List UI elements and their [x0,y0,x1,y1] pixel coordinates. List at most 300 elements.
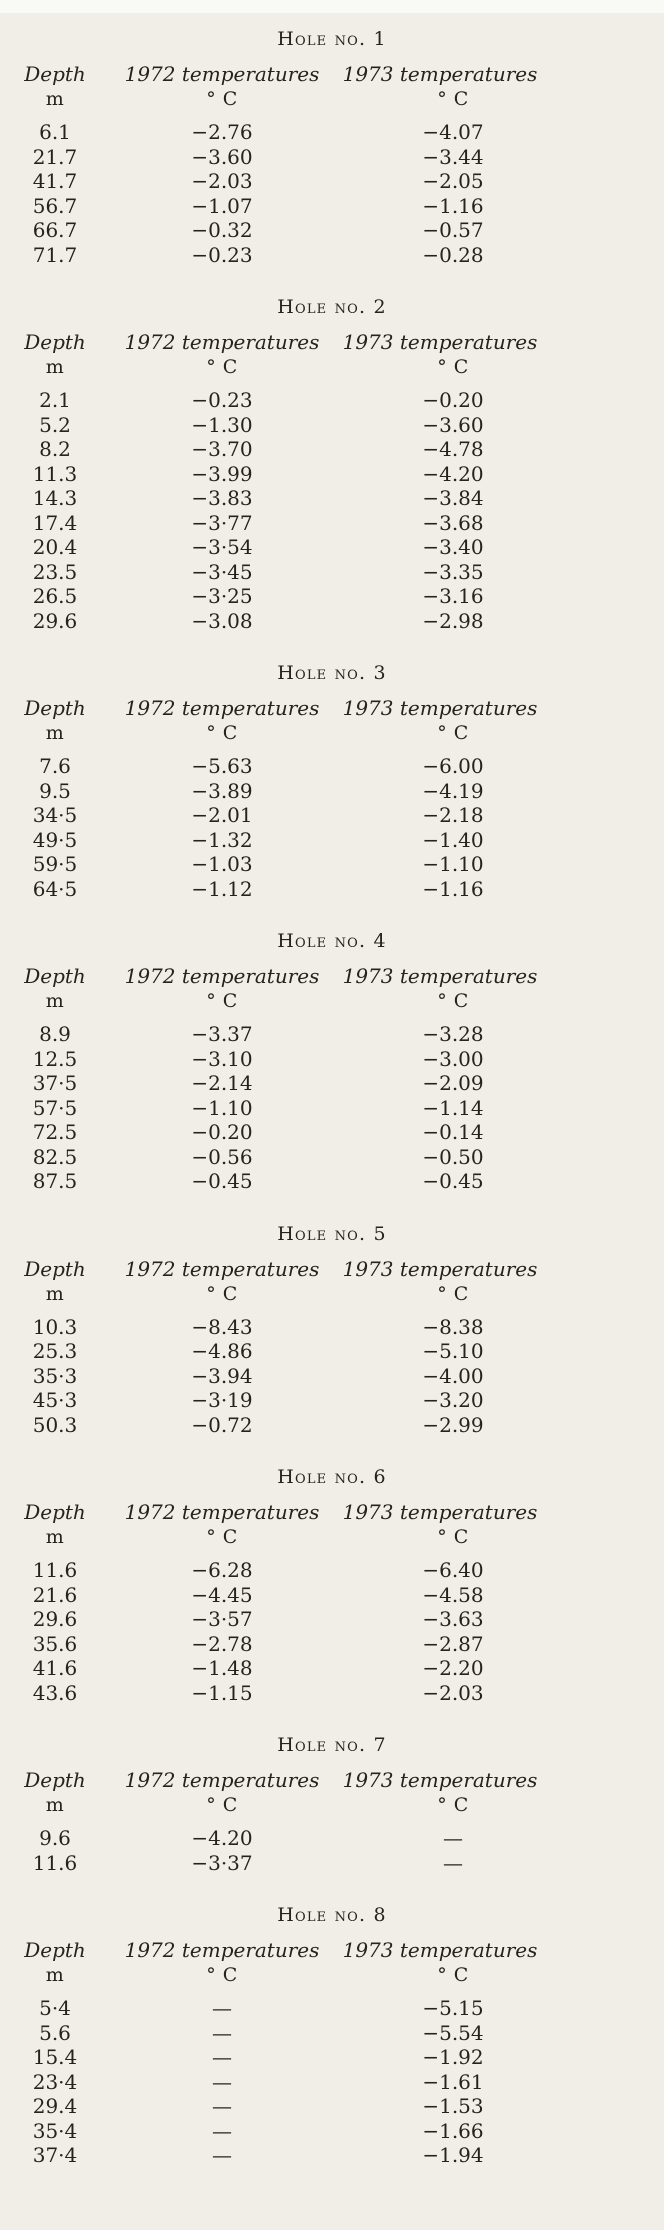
depth-cell: 82.5 [32,1144,78,1169]
temps-1973-column-header [334,1256,572,1307]
table-body [0,754,664,901]
temps-1972-unit-label: ° C [206,356,238,378]
table-row [0,1681,664,1706]
temp-1972-cell: −3·19 [191,1388,253,1412]
hole-tables-container [0,27,664,2168]
table-header-row [0,1767,664,1818]
hole-table-title: Hole no. 7 [277,1734,387,1756]
depth-cell: 6.1 [39,120,71,144]
temp-1973-cell: −0.45 [422,1169,484,1193]
table-row [0,486,664,511]
temp-1972-cell: −1.07 [191,193,253,218]
hole-table [0,1465,664,1705]
temp-1972-cell: −2.78 [191,1631,253,1656]
hole-table [0,1222,664,1438]
depth-unit-label: m [45,722,65,744]
table-row [0,877,664,902]
depth-column-header [0,1256,110,1307]
table-row [0,803,664,828]
depth-label: Depth [24,1938,86,1962]
temps-1973-label: 1973 temperatures [342,1768,538,1792]
depth-label: Depth [24,696,86,720]
depth-unit-label: m [45,1282,65,1305]
temp-1973-cell: −2.99 [422,1412,484,1437]
depth-label: Depth [24,1768,86,1792]
temps-1972-unit-label: ° C [206,722,238,744]
temps-1972-column-header [110,1499,334,1550]
temp-1972-cell: −3.08 [191,608,253,633]
hole-table-title: Hole no. 3 [277,662,387,684]
temps-1972-column-header [110,963,334,1014]
depth-label: Depth [24,964,86,988]
table-row [0,2070,664,2095]
table-body [0,1022,664,1194]
table-body [0,120,664,267]
temp-1972-cell: −2.14 [191,1071,253,1095]
temp-1973-cell: −0.50 [422,1144,484,1169]
table-row [0,852,664,877]
temp-1973-cell: −1.40 [422,827,484,852]
temp-1972-cell: −1.48 [191,1656,253,1680]
temps-1972-label: 1972 temperatures [124,1768,320,1792]
temps-1972-label: 1972 temperatures [124,62,320,86]
temp-1972-cell: −8.43 [191,1314,253,1339]
temp-1972-cell: −0.72 [191,1412,253,1437]
temp-1973-cell: −3.60 [422,412,484,437]
depth-cell: 35·3 [32,1363,78,1388]
depth-cell: 25.3 [32,1339,78,1363]
temp-1972-cell: −1.12 [191,876,253,901]
temp-1973-cell: −3.68 [422,510,484,535]
depth-cell: 11.3 [32,461,78,486]
depth-column-header [0,61,110,112]
temp-1973-cell: −2.18 [422,803,484,827]
temp-1973-cell: −5.15 [422,1996,484,2020]
table-row [0,584,664,609]
temp-1972-cell: −3.37 [191,1022,253,1046]
depth-label: Depth [24,1256,86,1281]
temp-1973-cell: −2.87 [422,1631,484,1656]
temp-1972-cell: −5.63 [191,754,253,778]
temp-1973-cell: −0.20 [422,388,484,412]
hole-table-title: Hole no. 5 [277,1222,387,1245]
temp-1973-cell: −4.78 [422,437,484,461]
temp-1973-cell: −6.00 [422,754,484,778]
temp-1973-cell: −4.00 [422,1363,484,1388]
depth-cell: 11.6 [32,1850,78,1875]
depth-column-header [0,1937,110,1988]
depth-cell: 9.6 [39,1826,71,1850]
table-row [0,194,664,219]
table-body [0,1315,664,1438]
temp-1972-cell: −4.86 [191,1339,253,1363]
temps-1972-label: 1972 temperatures [124,1500,320,1524]
table-header-row [0,1937,664,1988]
depth-column-header [0,695,110,746]
temp-1973-cell: −3.40 [422,535,484,559]
temps-1973-unit-label: ° C [437,1964,469,1986]
table-row [0,243,664,268]
temp-1973-cell: −1.14 [422,1095,484,1120]
table-row [0,1583,664,1608]
depth-cell: 5·4 [39,1996,71,2020]
temp-1972-cell: −3·45 [191,559,253,584]
temp-1973-cell: −1.10 [422,852,484,876]
depth-cell: 8.2 [39,437,71,461]
table-header-row [0,695,664,746]
temp-1972-cell: — [212,2094,232,2118]
temp-1972-cell: −6.28 [191,1558,253,1582]
table-body [0,388,664,633]
temp-1973-cell: −4.07 [422,120,484,144]
temp-1972-cell: −2.03 [191,169,253,193]
hole-table [0,661,664,901]
temp-1973-cell: −1.16 [422,876,484,901]
hole-table-title: Hole no. 8 [277,1904,387,1926]
temp-1972-cell: −0.32 [191,218,253,242]
depth-cell: 41.6 [32,1656,78,1680]
table-row [0,413,664,438]
temp-1972-cell: −2.76 [191,120,253,144]
temp-1972-cell: −3.60 [191,144,253,169]
depth-cell: 23.5 [32,559,78,584]
hole-table [0,295,664,633]
temp-1972-cell: −0.56 [191,1144,253,1169]
table-row [0,1851,664,1876]
temp-1973-cell: — [443,1826,463,1850]
depth-unit-label: m [45,356,65,378]
table-row [0,2021,664,2046]
depth-cell: 21.7 [32,144,78,169]
temps-1972-label: 1972 temperatures [124,696,320,720]
temp-1973-cell: −2.05 [422,169,484,193]
temps-1972-unit-label: ° C [206,1964,238,1986]
table-row [0,828,664,853]
temps-1972-column-header [110,1937,334,1988]
table-row [0,609,664,634]
table-row [0,1339,664,1364]
temps-1973-label: 1973 temperatures [342,62,538,86]
depth-unit-label: m [45,88,65,110]
temps-1973-unit-label: ° C [437,356,469,378]
depth-cell: 12.5 [32,1046,78,1071]
depth-cell: 37·5 [32,1071,78,1095]
temp-1972-cell: −3.70 [191,437,253,461]
temp-1973-cell: −3.44 [422,144,484,169]
depth-cell: 26.5 [32,584,78,608]
table-row [0,1096,664,1121]
table-row [0,462,664,487]
table-row [0,511,664,536]
hole-table [0,27,664,267]
depth-cell: 14.3 [32,486,78,510]
depth-unit-label: m [45,1794,65,1816]
depth-cell: 49·5 [32,827,78,852]
depth-cell: 57·5 [32,1095,78,1120]
temps-1972-label: 1972 temperatures [124,1938,320,1962]
temp-1972-cell: — [212,2143,232,2167]
hole-table-title: Hole no. 6 [277,1466,387,1488]
depth-cell: 59·5 [32,852,78,876]
depth-label: Depth [24,330,86,354]
table-body [0,1826,664,1875]
depth-unit-label: m [45,1526,65,1548]
table-header-row [0,329,664,380]
temp-1973-cell: −1.16 [422,193,484,218]
depth-cell: 29.6 [32,608,78,633]
table-row [0,1558,664,1583]
temp-1972-cell: −3.89 [191,778,253,803]
depth-cell: 20.4 [32,535,78,559]
temp-1972-cell: −1.15 [191,1680,253,1705]
temp-1972-cell: −3.99 [191,461,253,486]
temp-1972-cell: — [212,2118,232,2143]
temp-1973-cell: −4.19 [422,778,484,803]
temps-1973-unit-label: ° C [437,1282,469,1305]
temp-1972-cell: −2.01 [191,803,253,827]
table-row [0,388,664,413]
depth-cell: 9.5 [39,778,71,803]
depth-cell: 23·4 [32,2069,78,2094]
table-row [0,1022,664,1047]
temp-1973-cell: −3.63 [422,1607,484,1631]
depth-label: Depth [24,62,86,86]
temp-1972-cell: −3·54 [191,535,253,559]
table-row [0,1315,664,1340]
table-row [0,145,664,170]
temp-1972-cell: −0.23 [191,242,253,267]
temps-1973-column-header [334,1499,572,1550]
temp-1973-cell: −1.53 [422,2094,484,2118]
depth-cell: 37·4 [32,2143,78,2167]
temp-1972-cell: −3.83 [191,486,253,510]
temp-1973-cell: −0.14 [422,1120,484,1144]
depth-column-header [0,1767,110,1818]
temp-1973-cell: −3.35 [422,559,484,584]
temps-1973-column-header [334,61,572,112]
table-header-row [0,61,664,112]
temps-1972-column-header [110,329,334,380]
temp-1972-cell: −1.10 [191,1095,253,1120]
table-row [0,120,664,145]
table-row [0,218,664,243]
temps-1973-label: 1973 temperatures [342,696,538,720]
depth-cell: 35·4 [32,2118,78,2143]
temps-1973-unit-label: ° C [437,88,469,110]
temp-1973-cell: −3.00 [422,1046,484,1071]
temp-1972-cell: −1.30 [191,412,253,437]
table-row [0,1632,664,1657]
temps-1973-column-header [334,963,572,1014]
temps-1973-label: 1973 temperatures [342,964,538,988]
table-row [0,1071,664,1096]
depth-cell: 87.5 [32,1169,78,1193]
temps-1973-column-header [334,1767,572,1818]
depth-cell: 7.6 [39,754,71,778]
temp-1973-cell: — [443,1850,463,1875]
temp-1972-cell: −4.20 [191,1826,253,1850]
depth-cell: 2.1 [39,388,71,412]
depth-cell: 72.5 [32,1120,78,1144]
temp-1973-cell: −3.16 [422,584,484,608]
temps-1972-unit-label: ° C [206,1282,238,1305]
depth-cell: 29.6 [32,1607,78,1631]
temps-1973-column-header [334,695,572,746]
temp-1973-cell: −8.38 [422,1314,484,1339]
table-row [0,1120,664,1145]
depth-cell: 11.6 [32,1558,78,1582]
table-row [0,1169,664,1194]
table-row [0,2045,664,2070]
depth-cell: 45·3 [32,1388,78,1412]
temp-1973-cell: −2.03 [422,1680,484,1705]
table-row [0,1413,664,1438]
temp-1973-cell: −4.20 [422,461,484,486]
depth-column-header [0,1499,110,1550]
temps-1973-unit-label: ° C [437,1526,469,1548]
table-row [0,1996,664,2021]
table-row [0,2119,664,2144]
table-row [0,1388,664,1413]
table-row [0,779,664,804]
temp-1972-cell: −0.20 [191,1120,253,1144]
temp-1972-cell: — [212,2020,232,2045]
temp-1972-cell: −3·37 [191,1850,253,1875]
temp-1973-cell: −1.92 [422,2045,484,2069]
temp-1972-cell: −4.45 [191,1582,253,1607]
temp-1972-cell: — [212,1996,232,2020]
scan-margin-strip [0,0,664,13]
depth-cell: 10.3 [32,1314,78,1339]
temp-1972-cell: −3.10 [191,1046,253,1071]
temps-1973-label: 1973 temperatures [342,1500,538,1524]
depth-cell: 15.4 [32,2045,78,2069]
temp-1973-cell: −3.28 [422,1022,484,1046]
temps-1973-unit-label: ° C [437,722,469,744]
hole-table [0,1903,664,2168]
depth-unit-label: m [45,1964,65,1986]
depth-unit-label: m [45,990,65,1012]
temps-1972-column-header [110,61,334,112]
depth-label: Depth [24,1500,86,1524]
temps-1972-unit-label: ° C [206,990,238,1012]
table-row [0,535,664,560]
table-row [0,1826,664,1851]
temp-1972-cell: −3.94 [191,1363,253,1388]
depth-cell: 71.7 [32,242,78,267]
temp-1972-cell: −1.03 [191,852,253,876]
table-body [0,1558,664,1705]
hole-table-title: Hole no. 4 [277,930,387,952]
temps-1972-unit-label: ° C [206,1526,238,1548]
temps-1973-unit-label: ° C [437,1794,469,1816]
temp-1973-cell: −1.61 [422,2069,484,2094]
temp-1972-cell: — [212,2045,232,2069]
temps-1972-label: 1972 temperatures [124,1256,320,1281]
temp-1973-cell: −5.54 [422,2020,484,2045]
table-header-row [0,1499,664,1550]
temps-1972-column-header [110,695,334,746]
temp-1973-cell: −5.10 [422,1339,484,1363]
depth-cell: 64·5 [32,876,78,901]
depth-cell: 41.7 [32,169,78,193]
temps-1973-column-header [334,1937,572,1988]
temp-1973-cell: −1.66 [422,2118,484,2143]
temps-1972-unit-label: ° C [206,1794,238,1816]
temp-1972-cell: −0.45 [191,1169,253,1193]
depth-cell: 43.6 [32,1680,78,1705]
depth-cell: 8.9 [39,1022,71,1046]
temp-1972-cell: −1.32 [191,827,253,852]
depth-cell: 21.6 [32,1582,78,1607]
depth-cell: 50.3 [32,1412,78,1437]
temps-1973-label: 1973 temperatures [342,1256,538,1281]
temp-1973-cell: −2.98 [422,608,484,633]
temp-1972-cell: −3·25 [191,584,253,608]
depth-cell: 5.6 [39,2020,71,2045]
temp-1973-cell: −3.20 [422,1388,484,1412]
table-body [0,1996,664,2168]
hole-table-title: Hole no. 2 [277,296,387,318]
temps-1973-label: 1973 temperatures [342,1938,538,1962]
depth-cell: 17.4 [32,510,78,535]
table-row [0,1364,664,1389]
table-row [0,560,664,585]
depth-cell: 66.7 [32,218,78,242]
temp-1973-cell: −2.09 [422,1071,484,1095]
depth-cell: 29.4 [32,2094,78,2118]
temp-1973-cell: −0.28 [422,242,484,267]
depth-column-header [0,963,110,1014]
temp-1973-cell: −3.84 [422,486,484,510]
table-header-row [0,1256,664,1307]
temp-1973-cell: −2.20 [422,1656,484,1680]
temp-1973-cell: −4.58 [422,1582,484,1607]
table-row [0,1145,664,1170]
temps-1972-label: 1972 temperatures [124,964,320,988]
temps-1972-column-header [110,1256,334,1307]
table-row [0,169,664,194]
table-row [0,1607,664,1632]
table-row [0,2143,664,2168]
temps-1973-unit-label: ° C [437,990,469,1012]
table-row [0,437,664,462]
table-row [0,1047,664,1072]
table-row [0,2094,664,2119]
table-row [0,1656,664,1681]
temp-1973-cell: −0.57 [422,218,484,242]
depth-column-header [0,329,110,380]
depth-cell: 34·5 [32,803,78,827]
depth-cell: 56.7 [32,193,78,218]
temp-1972-cell: −0.23 [191,388,253,412]
temp-1972-cell: — [212,2069,232,2094]
hole-table-title: Hole no. 1 [277,28,387,50]
temp-1973-cell: −6.40 [422,1558,484,1582]
temps-1973-column-header [334,329,572,380]
table-header-row [0,963,664,1014]
depth-cell: 35.6 [32,1631,78,1656]
temps-1973-label: 1973 temperatures [342,330,538,354]
temp-1972-cell: −3·57 [191,1607,253,1631]
hole-table [0,929,664,1194]
depth-cell: 5.2 [39,412,71,437]
table-row [0,754,664,779]
temp-1972-cell: −3·77 [191,510,253,535]
temp-1973-cell: −1.94 [422,2143,484,2167]
hole-table [0,1733,664,1875]
temps-1972-label: 1972 temperatures [124,330,320,354]
